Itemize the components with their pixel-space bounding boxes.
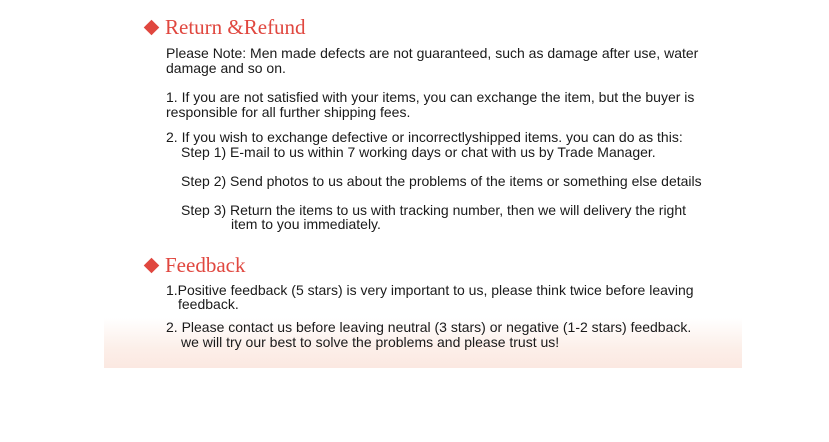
feedback-item-1-line-1: 1.Positive feedback (5 stars) is very important to us, please think twice before leaving bbox=[166, 282, 694, 298]
return-item-2-line-1: 2. If you wish to exchange defective or incorrectlyshipped items. you can do as this: bbox=[166, 129, 683, 145]
step-1: Step 1) E-mail to us within 7 working days or chat with us by Trade Manager. bbox=[181, 144, 656, 160]
step-3-line-2: item to you immediately. bbox=[231, 216, 381, 232]
note-line-1: Please Note: Men made defects are not guaranteed, such as damage after use, water bbox=[166, 45, 699, 61]
feedback-item-2-line-2: we will try our best to solve the problems and please trust us! bbox=[181, 334, 560, 350]
feedback-item-2-line-1: 2. Please contact us before leaving neutral (3 stars) or negative (1-2 stars) feedback. bbox=[166, 319, 692, 335]
return-item-1-line-1: 1. If you are not satisfied with your items, you can exchange the item, but the buyer is bbox=[166, 89, 695, 105]
return-item-1-line-2: responsible for all further shipping fees. bbox=[166, 104, 411, 120]
feedback-heading bbox=[143, 253, 245, 278]
return-refund-heading bbox=[143, 15, 306, 40]
step-2: Step 2) Send photos to us about the problems of the items or something else details bbox=[181, 173, 702, 189]
feedback-title: Feedback bbox=[165, 253, 246, 277]
diamond-bullet-icon bbox=[144, 20, 160, 36]
step-3-line-1: Step 3) Return the items to us with tracking number, then we will delivery the right bbox=[181, 202, 687, 218]
diamond-bullet-icon bbox=[144, 258, 160, 274]
note-line-2: damage and so on. bbox=[166, 60, 286, 76]
feedback-item-1-line-2: feedback. bbox=[178, 296, 239, 312]
return-refund-title: Return &Refund bbox=[165, 15, 306, 39]
